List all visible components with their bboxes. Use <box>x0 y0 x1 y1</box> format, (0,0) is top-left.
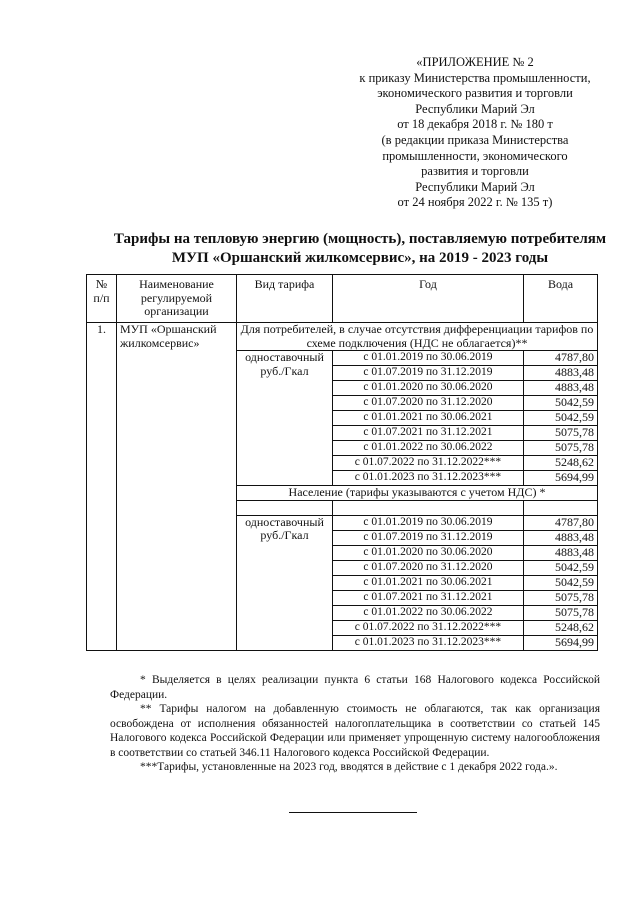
value-cell: 5694,99 <box>524 471 598 486</box>
period-cell: с 01.01.2021 по 30.06.2021 <box>333 575 524 590</box>
period-cell: с 01.01.2019 по 30.06.2019 <box>333 515 524 530</box>
value-cell: 5042,59 <box>524 575 598 590</box>
title-line-1: Тарифы на тепловую энергию (мощность), поставляемую потребителям <box>113 231 607 247</box>
closing-rule <box>289 812 417 813</box>
header-kind: Вид тарифа <box>237 275 333 323</box>
value-cell: 5075,78 <box>524 441 598 456</box>
annex-line: Республики Марий Эл <box>415 179 535 194</box>
period-cell: с 01.01.2020 по 30.06.2020 <box>333 545 524 560</box>
value-cell: 5042,59 <box>524 560 598 575</box>
value-cell: 5694,99 <box>524 635 598 650</box>
annex-line: Республики Марий Эл <box>415 101 535 116</box>
period-cell: с 01.07.2021 по 31.12.2021 <box>333 590 524 605</box>
value-cell: 4883,48 <box>524 545 598 560</box>
annex-header <box>355 55 595 211</box>
value-cell: 5042,59 <box>524 411 598 426</box>
period-cell: с 01.01.2023 по 31.12.2023*** <box>333 471 524 486</box>
period-cell: с 01.01.2020 по 30.06.2020 <box>333 381 524 396</box>
period-cell: с 01.07.2022 по 31.12.2022*** <box>333 620 524 635</box>
group-title: Население (тарифы указываются с учетом НДС) * <box>237 486 598 501</box>
footnote: ** Тарифы налогом на добавленную стоимость не облагаются, так как организация освобождена от исполнения обязанностей налогоплательщика в соответствии со статьей 145 Налогового кодекса Российской Федерации или применяет упрощенную систему налогообложения в соответствии со статьей 346.11 Налогового кодекса Российской Федерации. <box>110 703 600 759</box>
header-period: Год <box>333 275 524 323</box>
value-cell: 4883,48 <box>524 366 598 381</box>
annex-line: промышленности, экономического <box>382 148 568 163</box>
header-org: Наименование регулируемой организации <box>117 275 237 323</box>
tariff-table <box>86 274 598 651</box>
period-cell: с 01.01.2021 по 30.06.2021 <box>333 411 524 426</box>
annex-line: развития и торговли <box>421 164 529 179</box>
empty-cell <box>333 500 524 515</box>
empty-cell <box>237 500 333 515</box>
annex-line: экономического развития и торговли <box>377 86 573 101</box>
title-line-2: МУП «Оршанский жилкомсервис», на 2019 - 2023 годы <box>171 250 549 266</box>
tariff-kind: одноставочный руб./Гкал <box>237 515 333 650</box>
period-cell: с 01.07.2019 по 31.12.2019 <box>333 366 524 381</box>
annex-line: (в редакции приказа Министерства <box>381 132 569 147</box>
table-header-row <box>87 275 598 323</box>
empty-cell <box>524 500 598 515</box>
header-num: № п/п <box>87 275 117 323</box>
footnote: * Выделяется в целях реализации пункта 6 статьи 168 Налогового кодекса Российской Федерации. <box>110 674 600 701</box>
value-cell: 4787,80 <box>524 515 598 530</box>
period-cell: с 01.07.2020 по 31.12.2020 <box>333 396 524 411</box>
period-cell: с 01.01.2022 по 30.06.2022 <box>333 605 524 620</box>
row-number: 1. <box>87 323 117 651</box>
value-cell: 5248,62 <box>524 620 598 635</box>
value-cell: 5075,78 <box>524 426 598 441</box>
footnote: ***Тарифы, установленные на 2023 год, вводятся в действие с 1 декабря 2022 года.». <box>140 761 558 773</box>
tariff-kind: одноставочный руб./Гкал <box>237 351 333 486</box>
period-cell: с 01.07.2022 по 31.12.2022*** <box>333 456 524 471</box>
group-title: Для потребителей, в случае отсутствия дифференциации тарифов по схеме подключения (НДС не облагается)** <box>237 323 598 351</box>
period-cell: с 01.01.2023 по 31.12.2023*** <box>333 635 524 650</box>
page-title <box>60 230 640 268</box>
period-cell: с 01.07.2021 по 31.12.2021 <box>333 426 524 441</box>
group-title-row <box>87 323 598 351</box>
period-cell: с 01.07.2019 по 31.12.2019 <box>333 530 524 545</box>
period-cell: с 01.07.2020 по 31.12.2020 <box>333 560 524 575</box>
organization-name: МУП «Оршанский жилкомсервис» <box>117 323 237 651</box>
footnotes <box>110 673 600 775</box>
header-value: Вода <box>524 275 598 323</box>
value-cell: 5248,62 <box>524 456 598 471</box>
value-cell: 5075,78 <box>524 590 598 605</box>
annex-line: к приказу Министерства промышленности, <box>359 70 591 85</box>
annex-line: от 24 ноября 2022 г. № 135 т) <box>397 195 553 210</box>
annex-line: «ПРИЛОЖЕНИЕ № 2 <box>416 55 534 69</box>
value-cell: 4883,48 <box>524 530 598 545</box>
value-cell: 4787,80 <box>524 351 598 366</box>
value-cell: 5075,78 <box>524 605 598 620</box>
value-cell: 5042,59 <box>524 396 598 411</box>
annex-line: от 18 декабря 2018 г. № 180 т <box>397 117 553 132</box>
period-cell: с 01.01.2022 по 30.06.2022 <box>333 441 524 456</box>
value-cell: 4883,48 <box>524 381 598 396</box>
period-cell: с 01.01.2019 по 30.06.2019 <box>333 351 524 366</box>
